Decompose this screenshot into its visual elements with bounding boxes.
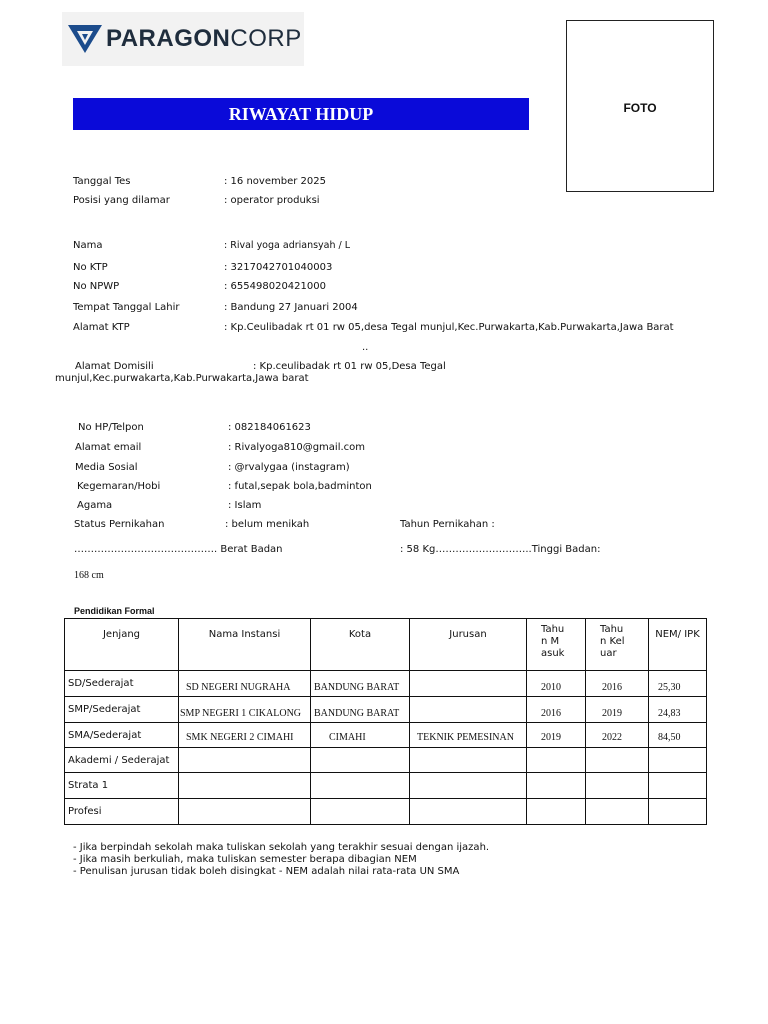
field-value-tanggal-tes: : 16 november 2025: [224, 176, 326, 187]
field-value-berat: : 58 Kg………………………..Tinggi Badan:: [400, 544, 601, 555]
cell-jurusan: [410, 671, 527, 697]
cell-tahun-masuk: 2019: [527, 723, 586, 748]
cell-tahun-masuk: 2010: [527, 671, 586, 697]
field-label-nama: Nama: [73, 240, 103, 251]
cell-kota: [311, 748, 410, 773]
cell-instansi: SMK NEGERI 2 CIMAHI: [179, 723, 311, 748]
table-header-row: [65, 619, 707, 671]
field-value-tinggi: 168 cm: [74, 570, 104, 581]
field-value-email: : Rivalyoga810@gmail.com: [228, 442, 366, 453]
header-tahun-keluar: Tahun Keluar: [586, 619, 649, 671]
logo-brand-light: CORP: [230, 25, 302, 52]
education-heading: Pendidikan Formal: [74, 606, 155, 616]
field-label-status: Status Pernikahan: [74, 519, 165, 530]
field-label-alamat-domisili: Alamat Domisili: [75, 361, 154, 372]
note-line: - Penulisan jurusan tidak boleh disingkat - NEM adalah nilai rata-rata UN SMA: [73, 866, 460, 877]
page-title: RIWAYAT HIDUP: [73, 98, 529, 130]
field-value-ktp: : 3217042701040003: [224, 262, 333, 273]
company-logo: [62, 12, 304, 66]
cell-jurusan: TEKNIK PEMESINAN: [410, 723, 527, 748]
cell-tahun-masuk: [527, 748, 586, 773]
field-label-hobi: Kegemaran/Hobi: [77, 481, 161, 492]
field-label-ktp: No KTP: [73, 262, 108, 273]
cell-jurusan: [410, 697, 527, 723]
cell-instansi: [179, 748, 311, 773]
cell-kota: [311, 773, 410, 799]
field-label-posisi: Posisi yang dilamar: [73, 195, 170, 206]
cell-tahun-keluar: [586, 799, 649, 825]
cell-nem: 25,30: [649, 671, 707, 697]
table-row: [65, 748, 707, 773]
logo-wordmark: [106, 25, 302, 53]
note-line: - Jika berpindah sekolah maka tuliskan sekolah yang terakhir sesuai dengan ijazah.: [73, 842, 490, 853]
field-value-alamat-ktp: : Kp.Ceulibadak rt 01 rw 05,desa Tegal munjul,Kec.Purwakarta,Kab.Purwakarta,Jawa Barat: [224, 322, 674, 333]
field-value-sosmed: : @rvalygaa (instagram): [228, 462, 350, 473]
cell-nem: 24,83: [649, 697, 707, 723]
field-label-email: Alamat email: [75, 442, 142, 453]
cell-jenjang: Profesi: [65, 799, 179, 825]
field-label-sosmed: Media Sosial: [75, 462, 138, 473]
header-jurusan: Jurusan: [410, 619, 527, 671]
cell-tahun-keluar: 2019: [586, 697, 649, 723]
table-row: [65, 723, 707, 748]
field-value-agama: : Islam: [228, 500, 262, 511]
paragon-logo-icon: [68, 23, 102, 55]
cell-tahun-masuk: [527, 799, 586, 825]
field-label-berat: ……………………………………. Berat Badan: [74, 544, 283, 555]
cell-jenjang: Akademi / Sederajat: [65, 748, 179, 773]
cell-nem: [649, 773, 707, 799]
field-value-alamat-domisili-cont: munjul,Kec.purwakarta,Kab.Purwakarta,Jawa barat: [55, 373, 309, 384]
field-value-hobi: : futal,sepak bola,badminton: [228, 481, 372, 492]
field-value-npwp: : 655498020421000: [224, 281, 326, 292]
cell-nem: [649, 799, 707, 825]
cell-jurusan: [410, 748, 527, 773]
table-row: [65, 697, 707, 723]
note-line: - Jika masih berkuliah, maka tuliskan semester berapa dibagian NEM: [73, 854, 417, 865]
cell-kota: BANDUNG BARAT: [311, 697, 410, 723]
field-value-ttl: : Bandung 27 Januari 2004: [224, 302, 358, 313]
field-label-alamat-ktp: Alamat KTP: [73, 322, 130, 333]
cell-jurusan: [410, 799, 527, 825]
field-value-status: : belum menikah: [225, 519, 310, 530]
header-nama-instansi: Nama Instansi: [179, 619, 311, 671]
field-value-hp: : 082184061623: [228, 422, 311, 433]
field-label-tahun-pernikahan: Tahun Pernikahan :: [400, 519, 495, 530]
field-label-hp: No HP/Telpon: [78, 422, 144, 433]
cell-jurusan: [410, 773, 527, 799]
cell-kota: CIMAHI: [311, 723, 410, 748]
cell-tahun-keluar: 2016: [586, 671, 649, 697]
logo-brand-bold: PARAGON: [106, 25, 231, 52]
cell-jenjang: SMP/Sederajat: [65, 697, 179, 723]
cell-kota: BANDUNG BARAT: [311, 671, 410, 697]
cell-instansi: [179, 799, 311, 825]
cell-tahun-masuk: [527, 773, 586, 799]
cell-nem: [649, 748, 707, 773]
header-kota: Kota: [311, 619, 410, 671]
cell-jenjang: Strata 1: [65, 773, 179, 799]
cell-instansi: SMP NEGERI 1 CIKALONG: [179, 697, 311, 723]
cell-jenjang: SD/Sederajat: [65, 671, 179, 697]
field-value-alamat-domisili: : Kp.ceulibadak rt 01 rw 05,Desa Tegal: [253, 361, 446, 372]
photo-label: FOTO: [623, 101, 657, 115]
field-label-tanggal-tes: Tanggal Tes: [73, 176, 131, 187]
field-label-ttl: Tempat Tanggal Lahir: [73, 302, 180, 313]
table-row: [65, 773, 707, 799]
cell-nem: 84,50: [649, 723, 707, 748]
photo-box: [566, 20, 714, 192]
field-value-posisi: : operator produksi: [224, 195, 320, 206]
cell-instansi: SD NEGERI NUGRAHA: [179, 671, 311, 697]
cell-kota: [311, 799, 410, 825]
header-tahun-masuk: Tahun Masuk: [527, 619, 586, 671]
header-jenjang: Jenjang: [65, 619, 179, 671]
field-label-npwp: No NPWP: [73, 281, 120, 292]
cell-jenjang: SMA/Sederajat: [65, 723, 179, 748]
table-row: [65, 671, 707, 697]
cell-tahun-keluar: [586, 748, 649, 773]
cell-tahun-keluar: 2022: [586, 723, 649, 748]
table-row: [65, 799, 707, 825]
cell-tahun-masuk: 2016: [527, 697, 586, 723]
cell-tahun-keluar: [586, 773, 649, 799]
header-nem-ipk: NEM/ IPK: [649, 619, 707, 671]
field-value-nama: : Rival yoga adriansyah / L: [224, 240, 351, 251]
education-table: [64, 618, 707, 825]
field-label-agama: Agama: [77, 500, 113, 511]
field-value-alamat-ktp-cont: ..: [362, 342, 369, 353]
cell-instansi: [179, 773, 311, 799]
